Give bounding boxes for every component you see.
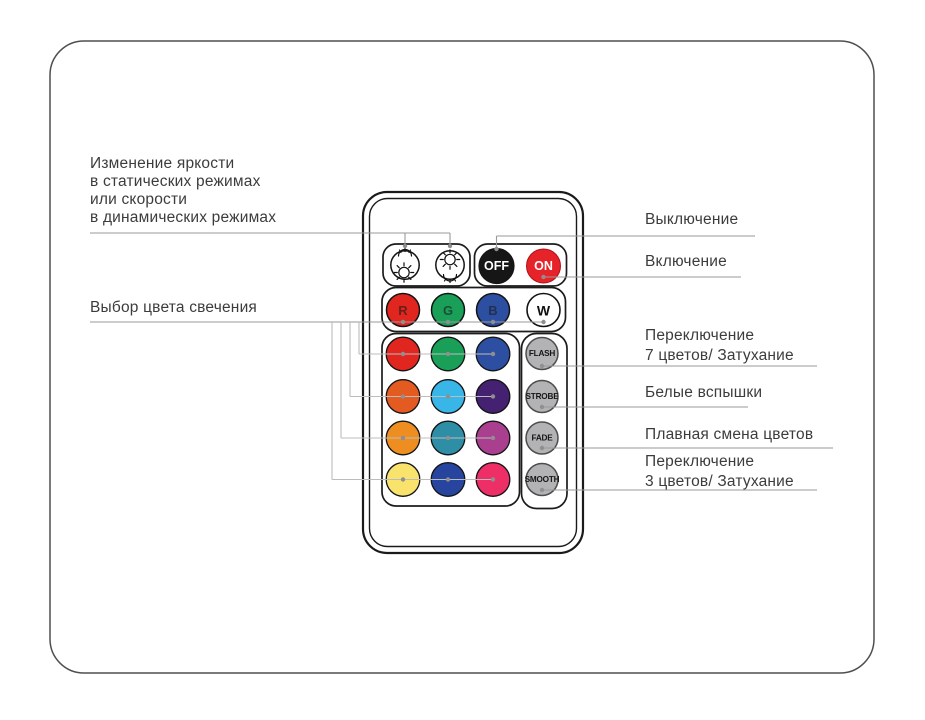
strobe-button-label: STROBE [525,392,559,401]
remote-body [363,192,583,553]
annotation-brightness-line2: в статических режимах [90,173,261,190]
annotation-fade: Плавная смена цветов [645,426,814,443]
annotation-smooth-line1: Переключение [645,453,755,470]
blue-button-letter: B [488,303,498,318]
annotation-brightness [90,155,276,227]
annotation-power-off: Выключение [645,211,739,228]
annotation-brightness-line1: Изменение яркости [90,155,235,172]
annotation-smooth-line2: 3 цветов/ Затухание [645,473,794,490]
flash-button-label: FLASH [528,349,556,358]
annotation-smooth [645,452,794,492]
on-button-label: ON [534,259,553,273]
annotation-flash [645,326,794,366]
white-button-letter: W [536,302,551,319]
annotation-flash-line1: Переключение [645,327,755,344]
annotation-flash-line2: 7 цветов/ Затухание [645,347,794,364]
annotation-brightness-line3: или скорости [90,191,188,208]
smooth-button-label: SMOOTH [524,475,560,484]
annotation-color-select: Выбор цвета свечения [90,299,258,316]
red-button-letter: R [398,303,408,318]
green-button-letter: G [442,303,454,318]
off-button-label: OFF [484,259,509,273]
fade-button-label: FADE [531,433,553,443]
brightness-up-button[interactable] [391,251,419,279]
annotation-power-on: Включение [645,253,727,270]
annotation-brightness-line4: в динамических режимах [90,209,277,226]
annotation-strobe: Белые вспышки [645,384,763,401]
